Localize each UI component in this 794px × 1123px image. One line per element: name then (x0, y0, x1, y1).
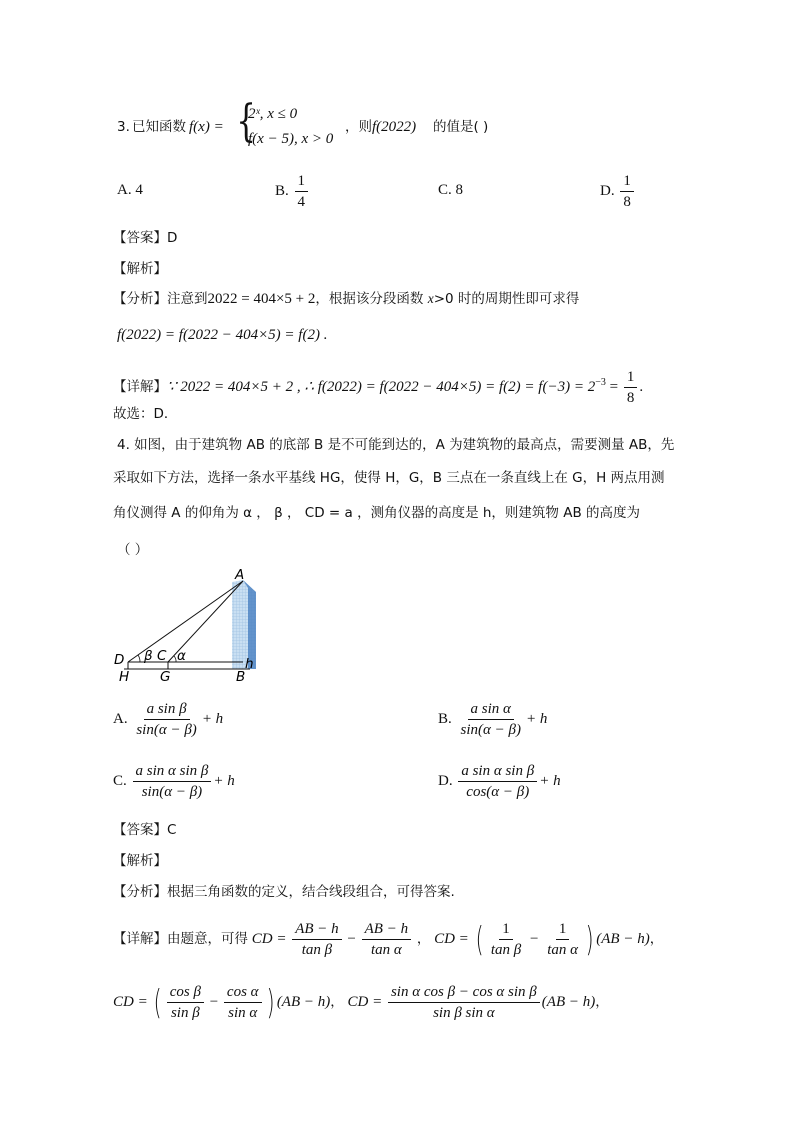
q3-target: f(2022) (372, 119, 417, 135)
q4-line3: 角仪测得 A 的仰角为 α ， β ， CD = a ，测角仪器的高度是 h，则建筑物 AB 的高度为 (113, 505, 640, 521)
label-a: A (235, 568, 245, 583)
q3-brace: { (236, 96, 256, 147)
q4-line4: （ ） (117, 542, 149, 558)
q3-stem-mid: ，则 (345, 119, 372, 135)
label-c: C (157, 648, 167, 664)
alpha-arc (174, 656, 176, 662)
q3-option-a: A. 4 (117, 182, 143, 198)
q4-analysis-tag: 【解析】 (113, 853, 167, 869)
q3-option-c: C. 8 (438, 182, 464, 198)
q4-option-b: B. $\frac{\text{a sin α}}{\sin(\alpha - \beta)}$ + h (438, 701, 548, 738)
q3-case2: f(x − 5), x > 0 (248, 131, 334, 147)
q4-option-c: C. $\frac{\text{a sin α sin β}}{\sin(\alpha - \beta)}$ + h (113, 763, 235, 800)
label-h: H (119, 669, 130, 685)
label-h-height: h (245, 656, 254, 672)
q4-answer: 【答案】C (113, 822, 177, 838)
building-figure (110, 568, 270, 688)
q4-fenxi: 【分析】根据三角函数的定义，结合线段组合，可得答案. (113, 884, 455, 900)
q4-xiangjie-line1: 【详解】由题意，可得 CD = $\frac{AB - h}{\text{tan β}}$ − $\frac{AB - h}{\text{tan α}}$ ， CD = ( $\frac{1}{\text{tan β}}$ − $\frac{1}{\text{tan α}}$ ) (AB − h)， (113, 919, 664, 960)
q3-analysis-tag: 【解析】 (113, 261, 167, 277)
q3-answer: 【答案】D (113, 230, 178, 246)
q4-line2: 采取如下方法，选择一条水平基线 HG，使得 H，G，B 三点在一条直线上在 G，H 两点用测 (113, 470, 665, 486)
q3-stem-suffix: 的值是( ) (433, 119, 489, 135)
q4-option-d: D. $\frac{\text{a sin α sin β}}{\cos(\alpha - \beta)}$ + h (438, 763, 561, 800)
label-b: B (236, 669, 246, 685)
q4-line1: 4. 如图，由于建筑物 AB 的底部 B 是不可能到达的，A 为建筑物的最高点，需要测量 AB，先 (117, 437, 675, 453)
q3-fenxi: 【分析】注意到2022 = 404×5 + 2，根据该分段函数 x>0 时的周期性即可求得 (113, 291, 580, 307)
q3-case1: 2ˣ, x ≤ 0 (248, 106, 298, 122)
label-beta: β (144, 648, 153, 664)
q3-choose: 故选：D． (113, 406, 178, 422)
q3-option-d: D. $\frac{1}{8}$ (600, 172, 636, 211)
label-g: G (160, 669, 171, 685)
label-d: D (114, 652, 125, 668)
q4-option-a: A. $\frac{\text{a sin β}}{\sin(\alpha - \beta)}$ + h (113, 701, 224, 738)
label-alpha: α (177, 648, 186, 664)
q3-stem-prefix: 已知函数 (132, 119, 186, 135)
q3-option-b: B. $\frac{1}{4}$ (275, 172, 310, 211)
q3-xiangjie: 【详解】∵ 2022 = 404×5 + 2 , ∴ $f(2022) = f(2022 - 404\times 5) = f(2) = f(-3) = 2^{-3}$ = $\frac{1}{8}$ . (113, 369, 644, 406)
q4-xiangjie-line2: CD = ( $\frac{\text{cos β}}{\text{sin β}}$ − $\frac{\text{cos α}}{\text{sin α}}$ ) (AB − h)， CD = $\frac{\text{sin α cos β − cos α sin β}}{\text{sin β sin α}}$ (AB − h)， (113, 982, 609, 1023)
q3-fenxi-line2: f(2022) = f(2022 − 404×5) = f(2) . (117, 327, 328, 343)
beta-arc (138, 655, 140, 662)
q3-number: 3. (117, 119, 130, 135)
q3-func: f(x) = (189, 119, 224, 135)
